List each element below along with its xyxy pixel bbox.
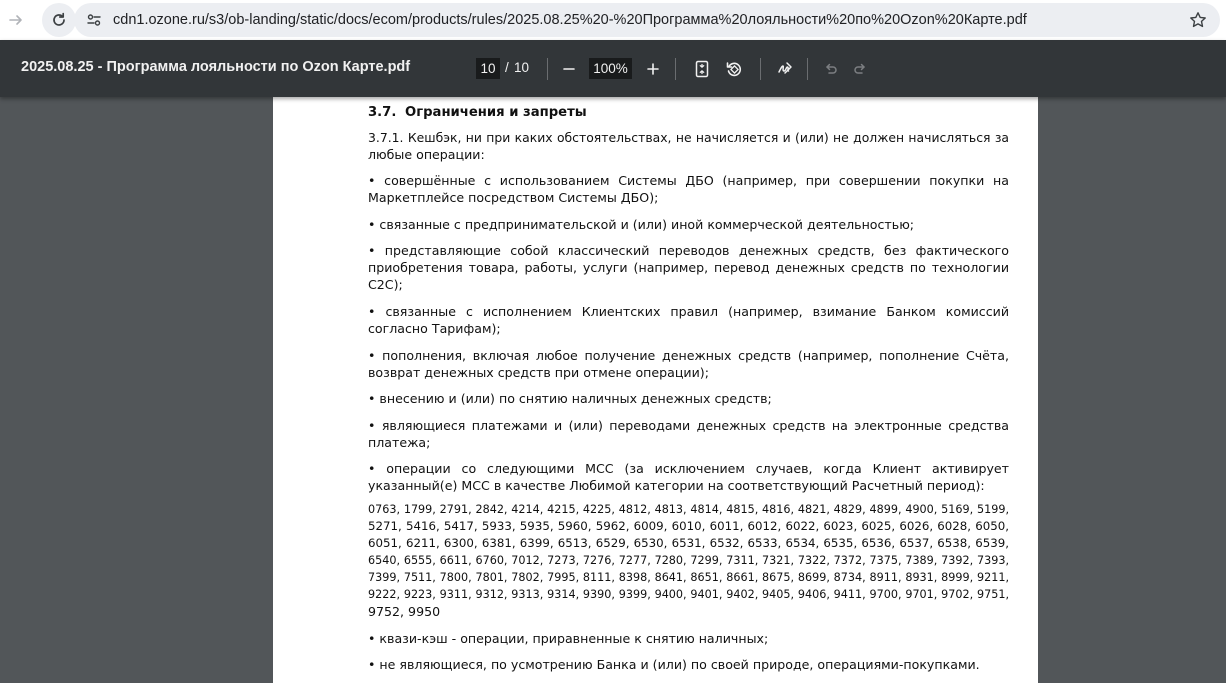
- text-line: платежа;: [368, 435, 431, 450]
- text-line: • не являющиеся, по усмотрению Банка и (или) по своей природе, операциями-покупками.: [368, 657, 980, 672]
- url-text[interactable]: cdn1.ozone.ru/s3/ob-landing/static/docs/ecom/products/rules/2025.08.25%20-%20Программа%20лояльности%20по%20Ozon%20Карте.pdf: [113, 12, 1027, 28]
- page-total: 10: [514, 60, 530, 75]
- forward-button[interactable]: [4, 8, 28, 32]
- fit-page-button[interactable]: [689, 56, 715, 82]
- mcc-line: 9752, 9950: [368, 604, 441, 619]
- arrow-right-icon: [8, 12, 24, 28]
- text-line: согласно Тарифам);: [368, 321, 501, 336]
- text-line: • связанные с предпринимательской и (или) иной коммерческой деятельностью;: [368, 217, 915, 232]
- mcc-line: 5271, 5416, 5417, 5933, 5935, 5960, 5962, 6009, 6010, 6011, 6012, 6022, 6023, 6025, 6026, 6028, 6050,: [368, 519, 1009, 533]
- section-heading: [368, 104, 1009, 121]
- text-line: приобретения товара, работы, услуги (например, перевод денежных средств по технологии: [368, 260, 1009, 275]
- zoom-out-button[interactable]: [556, 56, 582, 82]
- pdf-viewer[interactable]: [0, 97, 1226, 683]
- pen-icon: [776, 60, 794, 78]
- toolbar-divider: [807, 58, 808, 80]
- redo-icon: [853, 61, 869, 77]
- text-line: • внесению и (или) по снятию наличных денежных средств;: [368, 391, 772, 406]
- undo-icon: [822, 61, 838, 77]
- rotate-button[interactable]: [721, 56, 747, 82]
- text-line: любые операции:: [368, 147, 485, 162]
- text-line: • операции со следующими МСС (за исключением случаев, когда Клиент активирует: [368, 461, 1009, 476]
- mcc-line: 6051, 6211, 6300, 6381, 6399, 6513, 6529, 6530, 6531, 6532, 6533, 6534, 6535, 6536, 6537, 6538, 6539,: [368, 536, 1009, 550]
- section-title: Ограничения и запреты: [405, 105, 587, 120]
- text-line: • связанные с исполнением Клиентских правил (например, взимание Банком комиссий: [368, 304, 1009, 319]
- document-title: 2025.08.25 - Программа лояльности по Ozon Карте.pdf: [21, 59, 411, 75]
- text-line: • совершённые с использованием Системы ДБО (например, при совершении покупки на: [368, 173, 1009, 188]
- redo-button[interactable]: [848, 56, 874, 82]
- zoom-in-button[interactable]: [640, 56, 666, 82]
- pdf-toolbar: [0, 40, 1226, 97]
- mcc-line: 6540, 6555, 6611, 6760, 7012, 7273, 7276, 7277, 7280, 7299, 7311, 7321, 7322, 7372, 7375, 7389, 7392, 7393,: [368, 554, 1009, 567]
- rotate-icon: [725, 60, 743, 78]
- annotate-button[interactable]: [772, 56, 798, 82]
- text-line: 3.7.1. Кешбэк, ни при каких обстоятельствах, не начисляется и (или) не должен начисляться за: [368, 130, 1009, 145]
- text-line: указанный(е) МСС в качестве Любимой категории на соответствующий Расчетный период):: [368, 478, 985, 493]
- toolbar-divider: [675, 58, 676, 80]
- site-info-icon[interactable]: [83, 9, 105, 31]
- reload-icon: [51, 12, 67, 28]
- toolbar-divider: [547, 58, 548, 80]
- text-line: Маркетплейсе посредством Системы ДБО);: [368, 190, 659, 205]
- zoom-level-input[interactable]: 100%: [589, 58, 632, 79]
- reload-button[interactable]: [42, 3, 76, 37]
- text-line: возврат денежных средств при отмене операции);: [368, 365, 709, 380]
- browser-bar: [0, 0, 1226, 40]
- text-line: • являющиеся платежами и (или) переводами денежных средств на электронные средства: [368, 418, 1009, 433]
- address-bar[interactable]: [74, 3, 1220, 37]
- pdf-page: [273, 97, 1038, 683]
- mcc-line: 9222, 9223, 9311, 9312, 9313, 9314, 9390, 9399, 9400, 9401, 9402, 9405, 9406, 9411, 9700, 9701, 9702, 9751,: [368, 588, 1009, 601]
- minus-icon: [562, 62, 576, 76]
- plus-icon: [646, 62, 660, 76]
- section-number: 3.7.: [368, 105, 397, 120]
- text-line: • пополнения, включая любое получение денежных средств (например, пополнение Счёта,: [368, 348, 1009, 363]
- mcc-line: 0763, 1799, 2791, 2842, 4214, 4215, 4225, 4812, 4813, 4814, 4815, 4816, 4821, 4829, 4899, 4900, 5169, 5199,: [368, 503, 1009, 516]
- text-line: C2C);: [368, 277, 403, 292]
- bookmark-star-icon[interactable]: [1186, 8, 1210, 32]
- toolbar-divider: [760, 58, 761, 80]
- fit-page-icon: [694, 60, 710, 78]
- page-number-input[interactable]: 10: [476, 58, 500, 79]
- text-line: • квази-кэш - операции, приравненные к снятию наличных;: [368, 631, 769, 646]
- mcc-line: 7399, 7511, 7800, 7801, 7802, 7995, 8111, 8398, 8641, 8651, 8661, 8675, 8699, 8734, 8911, 8931, 8999, 9211,: [368, 571, 1009, 584]
- undo-button[interactable]: [817, 56, 843, 82]
- text-line: • представляющие собой классический переводов денежных средств, без фактического: [368, 243, 1009, 258]
- page-separator: /: [505, 60, 509, 75]
